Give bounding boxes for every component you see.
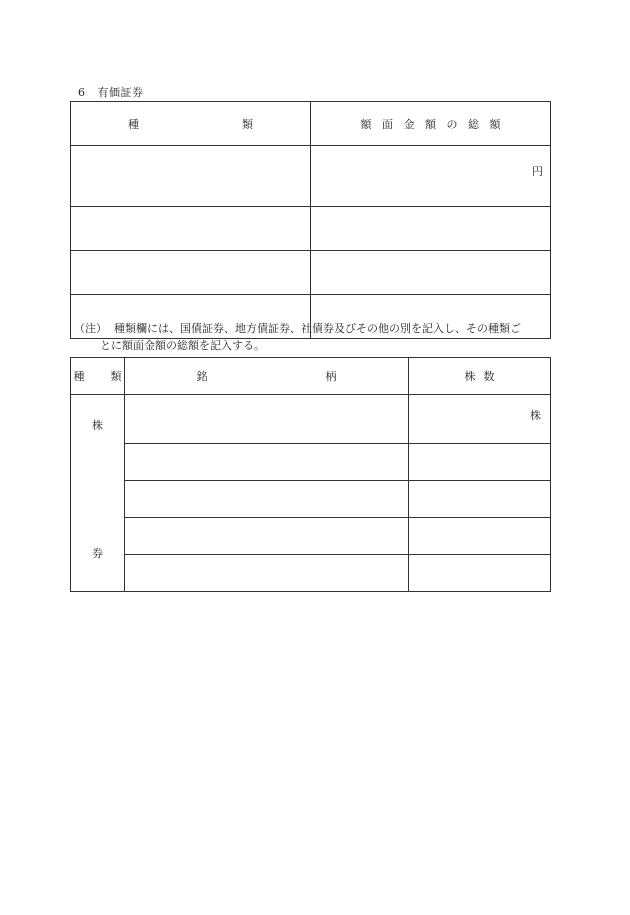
table-row: [71, 555, 551, 592]
footnote: [74, 320, 554, 354]
section-title: 有価証券: [97, 86, 144, 99]
kind-cell-stock-certificate: [71, 395, 125, 592]
table-row: [71, 518, 551, 555]
total-cell[interactable]: [311, 251, 551, 295]
kind-label-bottom: 券: [92, 547, 103, 560]
header-total-face-value: 額 面 金 額 の 総 額: [311, 102, 551, 146]
header-share-count: 株 数: [409, 358, 551, 395]
header-kind: 種 類: [71, 102, 311, 146]
note-line-2: とに額面金額の総額を記入する。: [100, 339, 265, 352]
header-kind: 種 類: [71, 358, 125, 395]
total-cell[interactable]: [311, 207, 551, 251]
shares-unit: 株: [530, 409, 541, 422]
kind-label-top: 株: [92, 419, 103, 432]
shares-cell[interactable]: [409, 395, 551, 444]
shares-table: [70, 357, 551, 592]
table-row: [71, 207, 551, 251]
total-cell[interactable]: [311, 146, 551, 207]
brand-cell[interactable]: [125, 395, 409, 444]
securities-face-value-table: [70, 101, 551, 339]
shares-cell[interactable]: [409, 555, 551, 592]
kind-cell[interactable]: [71, 251, 311, 295]
note-label: （注）: [74, 322, 107, 335]
table-header-row: [71, 102, 551, 146]
table-row: [71, 146, 551, 207]
yen-unit: 円: [532, 165, 543, 178]
table-row: [71, 444, 551, 481]
shares-cell[interactable]: [409, 481, 551, 518]
header-brand: 銘 柄: [125, 358, 409, 395]
shares-cell[interactable]: [409, 444, 551, 481]
brand-cell[interactable]: [125, 518, 409, 555]
table-header-row: [71, 358, 551, 395]
table-row: [71, 481, 551, 518]
brand-cell[interactable]: [125, 481, 409, 518]
kind-cell[interactable]: [71, 146, 311, 207]
brand-cell[interactable]: [125, 444, 409, 481]
section-number: 6: [78, 86, 86, 99]
table-row: [71, 251, 551, 295]
shares-cell[interactable]: [409, 518, 551, 555]
section-heading: [78, 84, 144, 100]
table-row: [71, 395, 551, 444]
brand-cell[interactable]: [125, 555, 409, 592]
kind-cell[interactable]: [71, 207, 311, 251]
note-line-1: 種類欄には、国債証券、地方債証券、社債券及びその他の別を記入し、その種類ご: [114, 322, 521, 335]
